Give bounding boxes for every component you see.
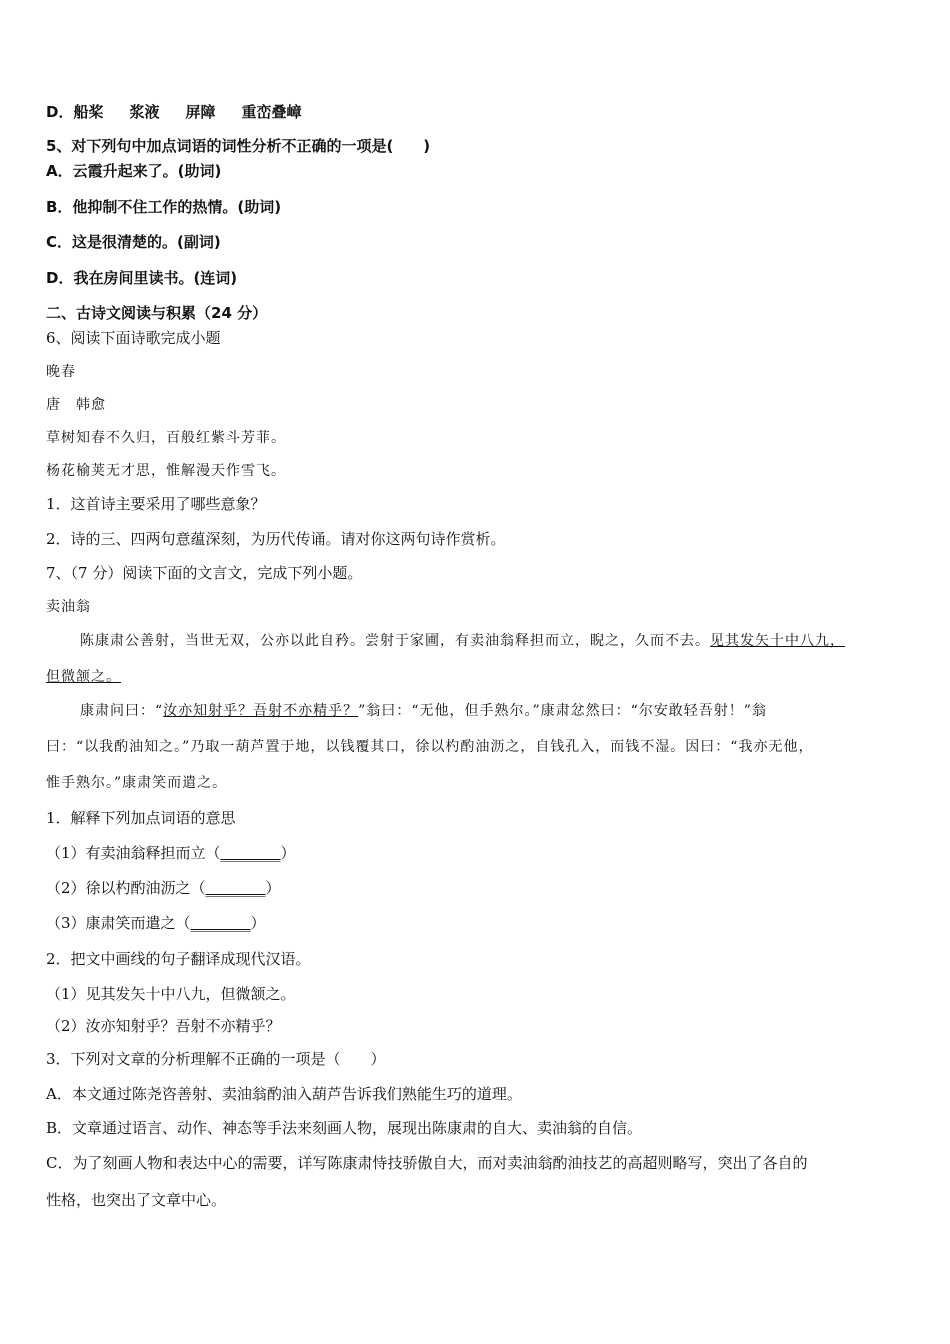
answer-blank[interactable]: ________ — [220, 844, 281, 862]
underlined-sentence: 见其发矢十中八九， — [710, 633, 845, 649]
q7-stem: 7、（7 分）阅读下面的文言文，完成下列小题。 — [46, 564, 363, 582]
item-text: （3）康肃笑而遣之（ — [46, 914, 191, 932]
q7-sub2-item: （1）见其发矢十中八九，但微颔之。 — [46, 985, 296, 1003]
item-text: ） — [265, 879, 281, 897]
passage-line — [80, 701, 767, 721]
passage-line: 惟手熟尔。”康肃笑而遣之。 — [46, 775, 228, 791]
option-word: 船桨 — [73, 103, 104, 121]
option-word: 重峦叠嶂 — [241, 103, 302, 121]
option-word: 屏障 — [185, 103, 216, 121]
q6-stem: 6、阅读下面诗歌完成小题 — [46, 329, 221, 347]
underlined-sentence: 但微颔之。 — [46, 669, 121, 685]
q7-sub3: 3．下列对文章的分析理解不正确的一项是（ ） — [46, 1050, 386, 1068]
q7-sub3-option-c-cont: 性格，也突出了文章中心。 — [46, 1191, 227, 1209]
q5-option-c: C．这是很清楚的。(副词) — [46, 233, 221, 251]
q7-sub3-option-b: B．文章通过语言、动作、神态等手法来刻画人物，展现出陈康肃的自大、卖油翁的自信。 — [46, 1119, 643, 1137]
poem-line: 草树知春不久归，百般红紫斗芳菲。 — [46, 430, 286, 446]
q5-option-a: A．云霞升起来了。(助词) — [46, 162, 222, 180]
q7-sub1-item — [46, 913, 266, 933]
section-title: 二、古诗文阅读与积累（24 分） — [46, 304, 268, 322]
q7-sub2: 2．把文中画线的句子翻译成现代汉语。 — [46, 950, 311, 968]
q7-sub3-option-a: A．本文通过陈尧咨善射、卖油翁酌油入葫芦告诉我们熟能生巧的道理。 — [46, 1085, 522, 1103]
passage-text: 陈康肃公善射，当世无双，公亦以此自矜。尝射于家圃，有卖油翁释担而立，睨之，久而不去。 — [80, 633, 710, 649]
underlined-sentence: 汝亦知射乎？吾射不亦精乎？ — [163, 703, 359, 719]
passage-line: 曰：“以我酌油知之。”乃取一葫芦置于地，以钱覆其口，徐以杓酌油沥之，自钱孔入，而钱不湿。因曰：“我亦无他， — [46, 739, 814, 755]
item-text: ） — [250, 914, 266, 932]
q4-option-d-label: D． — [46, 103, 74, 121]
answer-blank[interactable]: ________ — [205, 879, 266, 897]
poem-author: 唐 韩愈 — [46, 397, 106, 413]
poem-line: 杨花榆荚无才思，惟解漫天作雪飞。 — [46, 463, 286, 479]
q7-sub3-option-c: C．为了刻画人物和表达中心的需要，详写陈康肃恃技骄傲自大，而对卖油翁酌油技艺的高超则略写，突出了各自的 — [46, 1154, 808, 1172]
passage-text: ”翁曰：“无他，但手熟尔。”康肃忿然曰：“尔安敢轻吾射！”翁 — [358, 703, 767, 719]
q7-sub1-item — [46, 878, 281, 898]
answer-blank[interactable]: ________ — [190, 914, 251, 932]
poem-title: 晚春 — [46, 364, 76, 380]
q7-sub1: 1．解释下列加点词语的意思 — [46, 809, 236, 827]
passage-text: 康肃问曰：“ — [80, 703, 164, 719]
q4-option-d — [46, 102, 302, 122]
q5-stem: 5、对下列句中加点词语的词性分析不正确的一项是( ) — [46, 137, 431, 155]
q5-option-d: D．我在房间里读书。(连词) — [46, 269, 238, 287]
q7-sub2-item: （2）汝亦知射乎？吾射不亦精乎？ — [46, 1017, 281, 1035]
option-word: 浆液 — [129, 103, 160, 121]
q6-sub1: 1．这首诗主要采用了哪些意象？ — [46, 495, 266, 513]
q5-option-b: B．他抑制不住工作的热情。(助词) — [46, 198, 282, 216]
item-text: （2）徐以杓酌油沥之（ — [46, 879, 206, 897]
item-text: ） — [280, 844, 296, 862]
q6-sub2: 2．诗的三、四两句意蕴深刻，为历代传诵。请对你这两句诗作赏析。 — [46, 530, 506, 548]
item-text: （1）有卖油翁释担而立（ — [46, 844, 221, 862]
q7-sub1-item — [46, 843, 296, 863]
text-title: 卖油翁 — [46, 599, 91, 615]
passage-line — [80, 631, 845, 651]
